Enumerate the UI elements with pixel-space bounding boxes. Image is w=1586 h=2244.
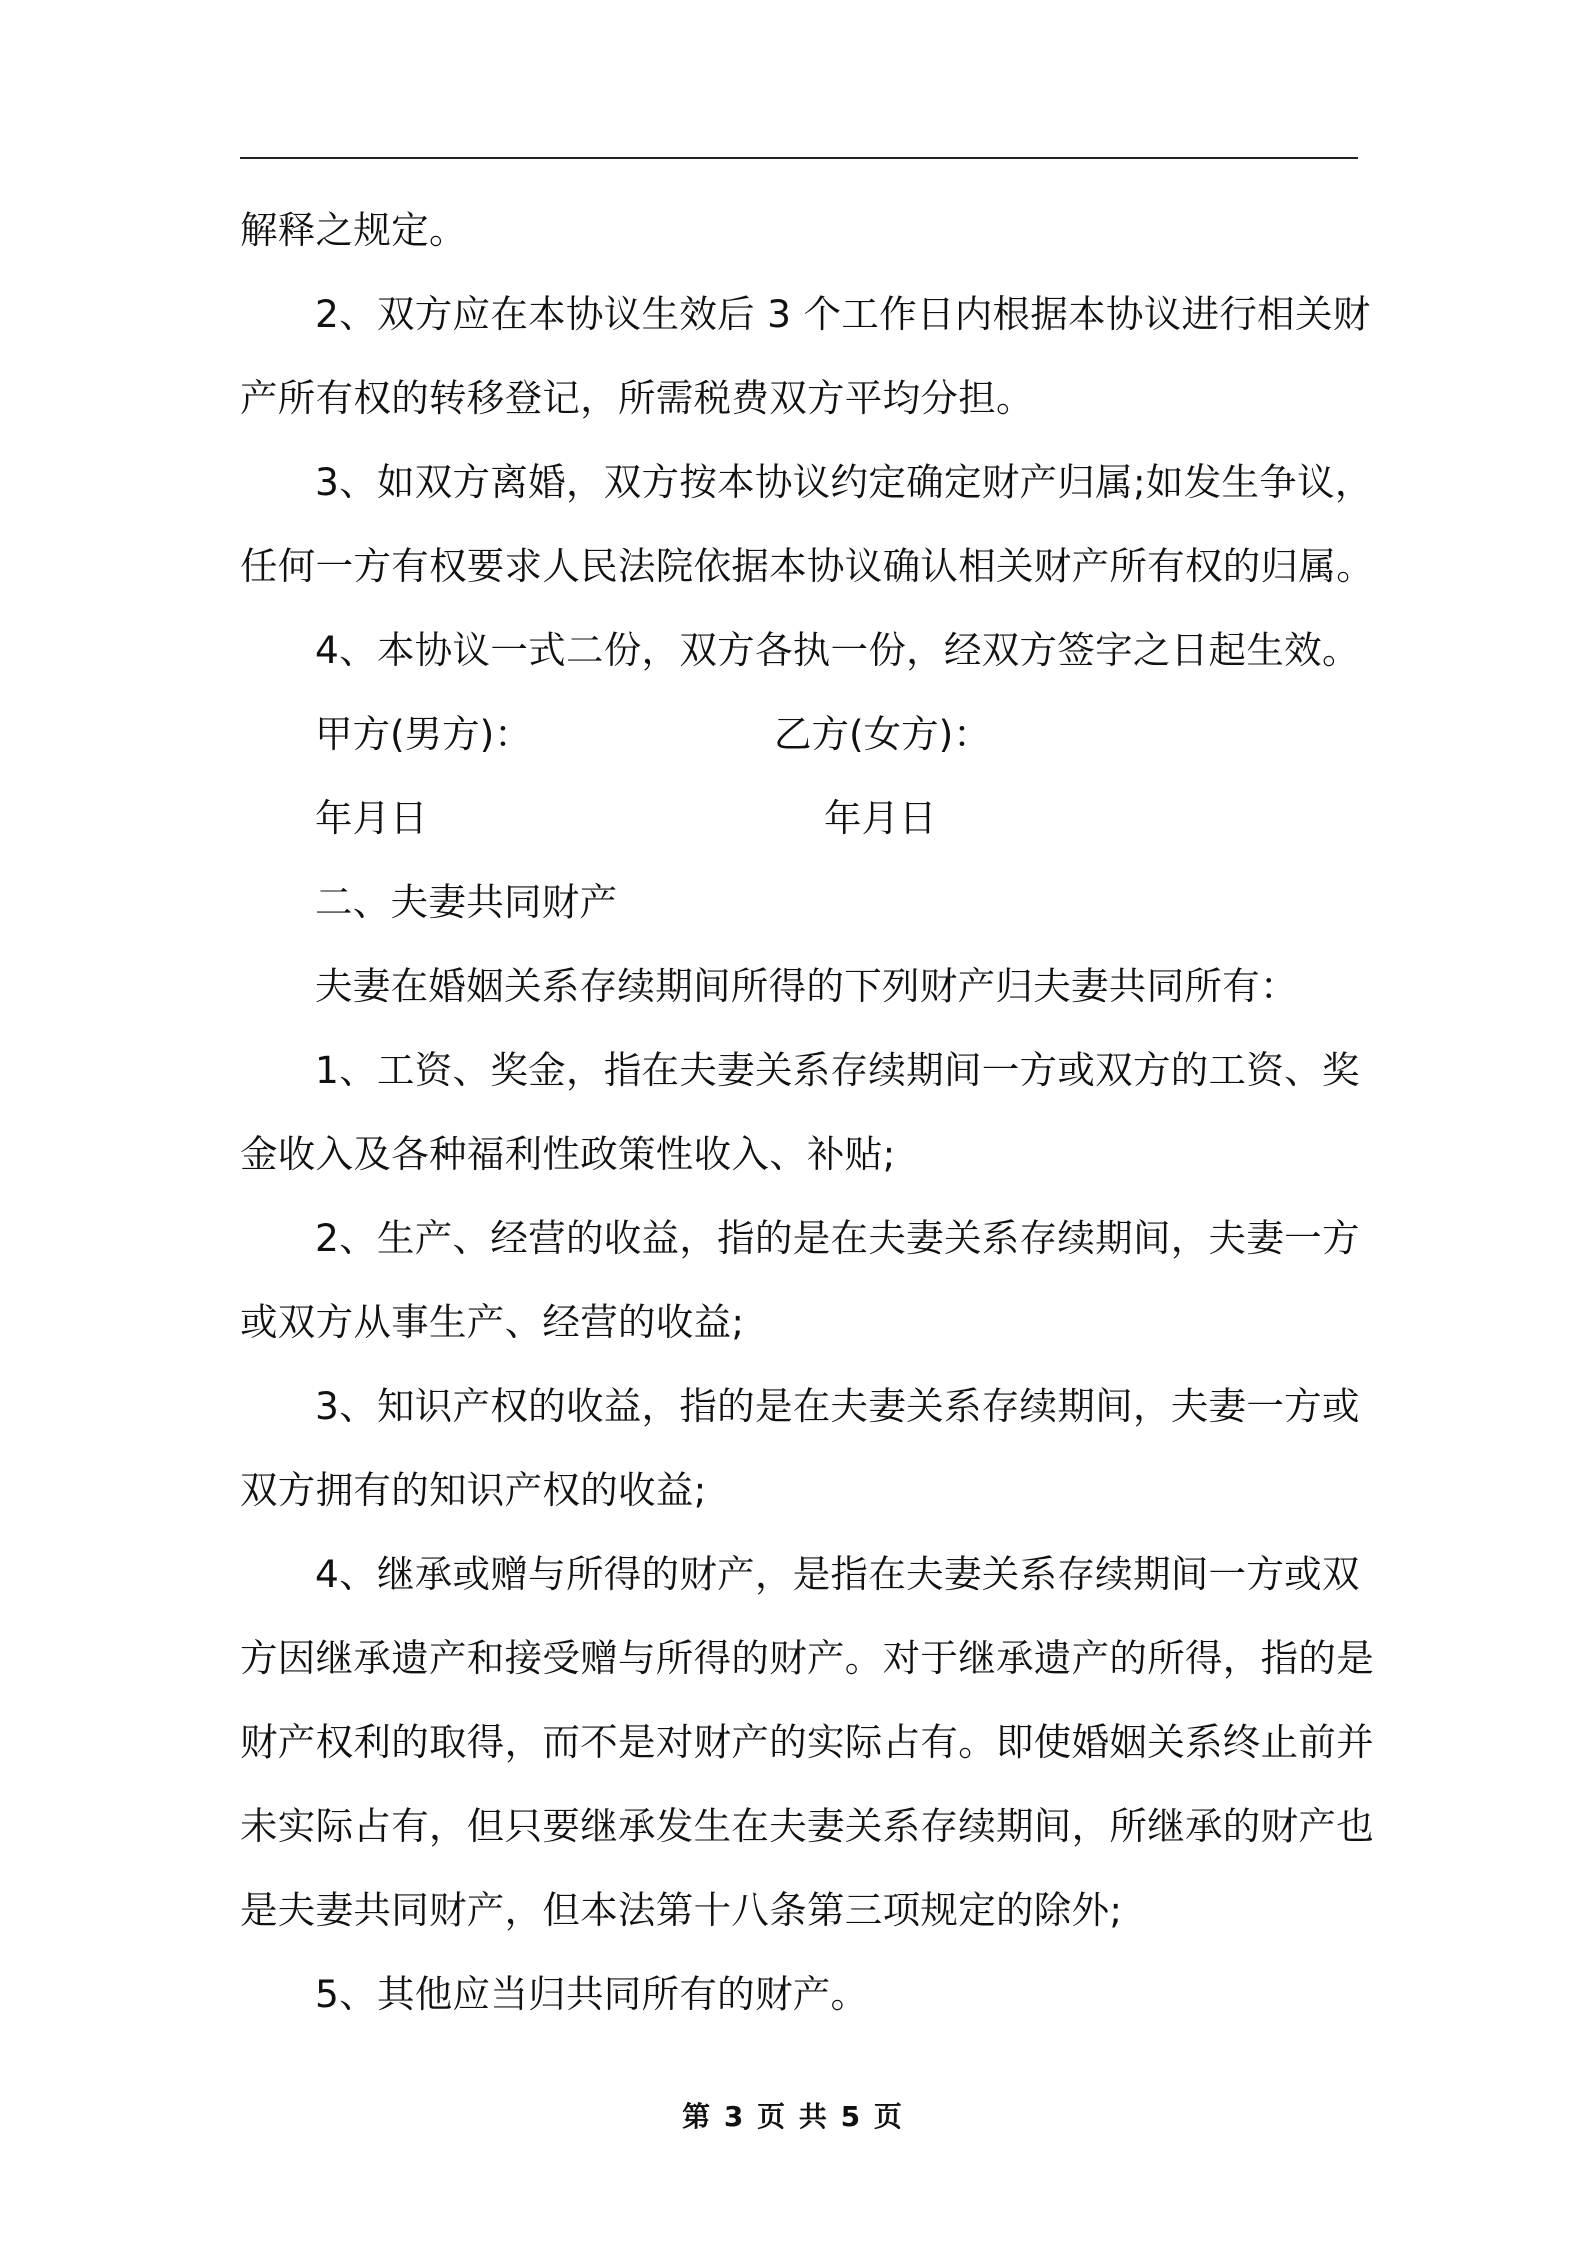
paragraph-line: 夫妻在婚姻关系存续期间所得的下列财产归夫妻共同所有： [315, 964, 1298, 1008]
header-rule [240, 157, 1358, 159]
paragraph-line: 是夫妻共同财产，但本法第十八条第三项规定的除外; [240, 1888, 1123, 1932]
party-b-date-label: 年月日 [824, 796, 937, 840]
page-number: 第 3 页 共 5 页 [682, 2100, 904, 2133]
paragraph-line: 金收入及各种福利性政策性收入、补贴; [240, 1132, 896, 1176]
paragraph-line: 或双方从事生产、经营的收益; [240, 1300, 745, 1344]
date-row [240, 776, 1358, 860]
signature-row [240, 692, 1358, 776]
paragraph-line: 解释之规定。 [240, 208, 467, 252]
paragraph-line: 方因继承遗产和接受赠与所得的财产。对于继承遗产的所得，指的是 [240, 1636, 1374, 1680]
party-a-signature-label: 甲方(男方)： [315, 712, 532, 756]
paragraph-line: 2、生产、经营的收益，指的是在夫妻关系存续期间，夫妻一方 [315, 1216, 1360, 1260]
paragraph-line: 任何一方有权要求人民法院依据本协议确认相关财产所有权的归属。 [240, 544, 1374, 588]
paragraph-line: 2、双方应在本协议生效后 3 个工作日内根据本协议进行相关财 [315, 292, 1371, 336]
paragraph-line: 3、知识产权的收益，指的是在夫妻关系存续期间，夫妻一方或 [315, 1384, 1360, 1428]
party-b-signature-label: 乙方(女方)： [774, 712, 991, 756]
paragraph-line: 3、如双方离婚，双方按本协议约定确定财产归属;如发生争议， [315, 460, 1373, 504]
paragraph-line: 4、继承或赠与所得的财产，是指在夫妻关系存续期间一方或双 [315, 1552, 1360, 1596]
paragraph-line: 双方拥有的知识产权的收益; [240, 1468, 707, 1512]
party-a-date-label: 年月日 [315, 796, 428, 840]
paragraph-line: 产所有权的转移登记，所需税费双方平均分担。 [240, 376, 1034, 420]
document-body [240, 188, 1374, 2036]
paragraph-line: 5、其他应当归共同所有的财产。 [315, 1972, 869, 2016]
section-heading: 二、夫妻共同财产 [315, 880, 618, 924]
paragraph-line: 1、工资、奖金，指在夫妻关系存续期间一方或双方的工资、奖 [315, 1048, 1360, 1092]
paragraph-line: 未实际占有，但只要继承发生在夫妻关系存续期间，所继承的财产也 [240, 1804, 1374, 1848]
paragraph-line: 财产权利的取得，而不是对财产的实际占有。即使婚姻关系终止前并 [240, 1720, 1374, 1764]
paragraph-line: 4、本协议一式二份，双方各执一份，经双方签字之日起生效。 [315, 628, 1360, 672]
